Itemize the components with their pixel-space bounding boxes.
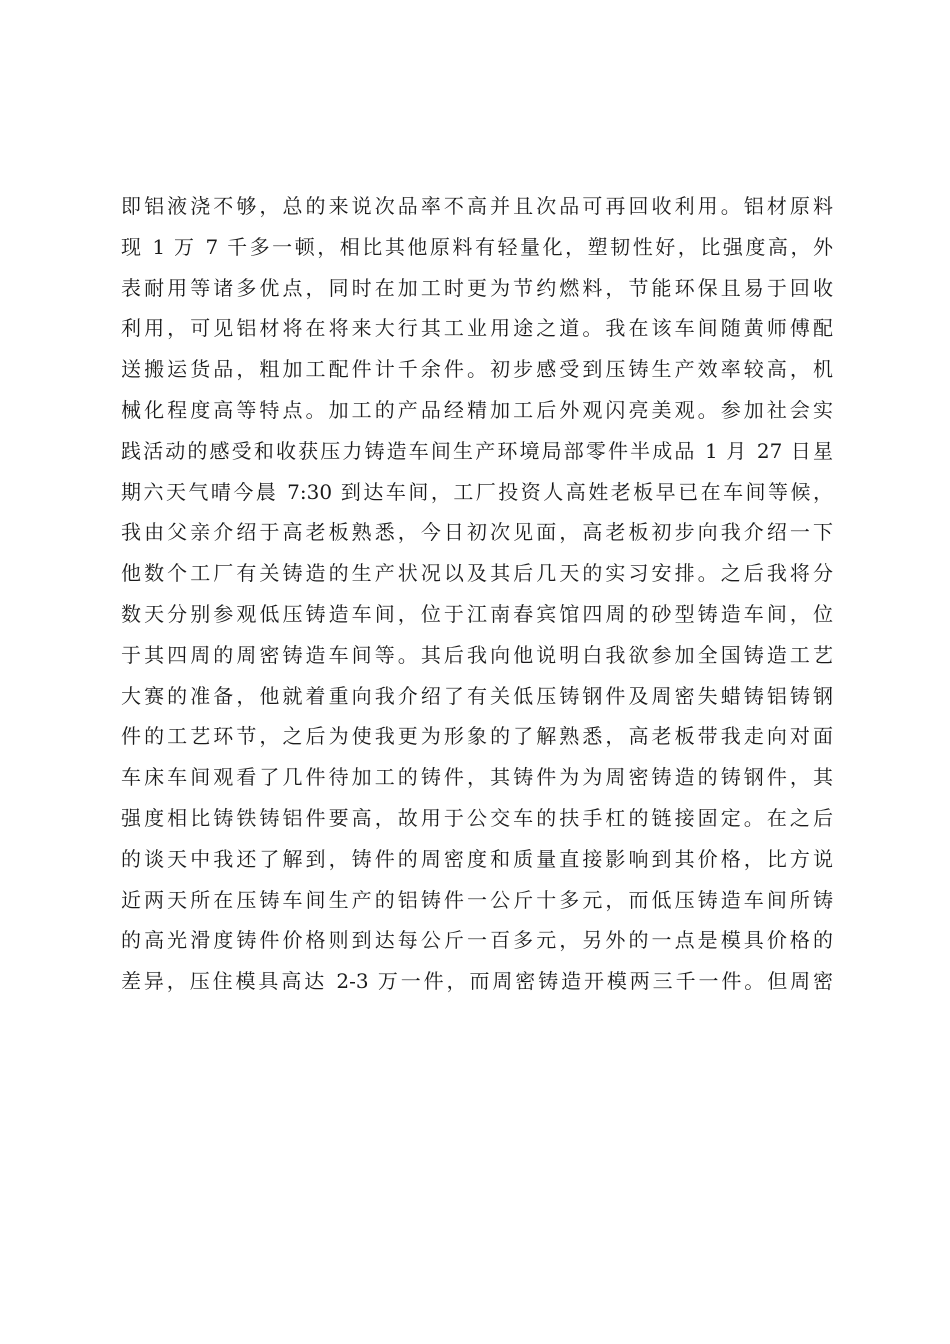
text-line: 的高光滑度铸件价格则到达每公斤一百多元，另外的一点是模具价格的 bbox=[121, 928, 833, 953]
body-text bbox=[121, 186, 833, 1002]
text-line: 他数个工厂有关铸造的生产状况以及其后几天的实习安排。之后我将分 bbox=[121, 561, 833, 586]
text-line: 送搬运货品，粗加工配件计千余件。初步感受到压铸生产效率较高，机 bbox=[121, 357, 833, 382]
text-line: 表耐用等诸多优点，同时在加工时更为节约燃料，节能环保且易于回收 bbox=[121, 275, 833, 300]
text-line: 差异，压住模具高达 2-3 万一件，而周密铸造开模两三千一件。但周密 bbox=[121, 969, 833, 994]
text-line: 的谈天中我还了解到，铸件的周密度和质量直接影响到其价格，比方说 bbox=[121, 846, 833, 871]
text-line: 践活动的感受和收获压力铸造车间生产环境局部零件半成品 1 月 27 日星 bbox=[121, 438, 833, 463]
text-line: 大赛的准备，他就着重向我介绍了有关低压铸钢件及周密失蜡铸铝铸钢 bbox=[121, 683, 833, 708]
text-line: 近两天所在压铸车间生产的铝铸件一公斤十多元，而低压铸造车间所铸 bbox=[121, 887, 833, 912]
text-line: 于其四周的周密铸造车间等。其后我向他说明白我欲参加全国铸造工艺 bbox=[121, 642, 833, 667]
text-line: 现 1 万 7 千多一顿，相比其他原料有轻量化，塑韧性好，比强度高，外 bbox=[121, 234, 833, 259]
text-line: 期六天气晴今晨 7:30 到达车间，工厂投资人高姓老板早已在车间等候， bbox=[121, 479, 833, 504]
text-line: 数天分别参观低压铸造车间，位于江南春宾馆四周的砂型铸造车间，位 bbox=[121, 601, 833, 626]
text-line: 即铝液浇不够，总的来说次品率不高并且次品可再回收利用。铝材原料 bbox=[121, 194, 833, 218]
text-line: 件的工艺环节，之后为使我更为形象的了解熟悉，高老板带我走向对面 bbox=[121, 724, 833, 749]
text-line: 我由父亲介绍于高老板熟悉，今日初次见面，高老板初步向我介绍一下 bbox=[121, 520, 833, 545]
text-line: 车床车间观看了几件待加工的铸件，其铸件为为周密铸造的铸钢件，其 bbox=[121, 765, 833, 790]
text-line: 利用，可见铝材将在将来大行其工业用途之道。我在该车间随黄师傅配 bbox=[121, 316, 833, 341]
text-line: 强度相比铸铁铸铝件要高，故用于公交车的扶手杠的链接固定。在之后 bbox=[121, 805, 833, 830]
text-line: 械化程度高等特点。加工的产品经精加工后外观闪亮美观。参加社会实 bbox=[121, 397, 833, 422]
